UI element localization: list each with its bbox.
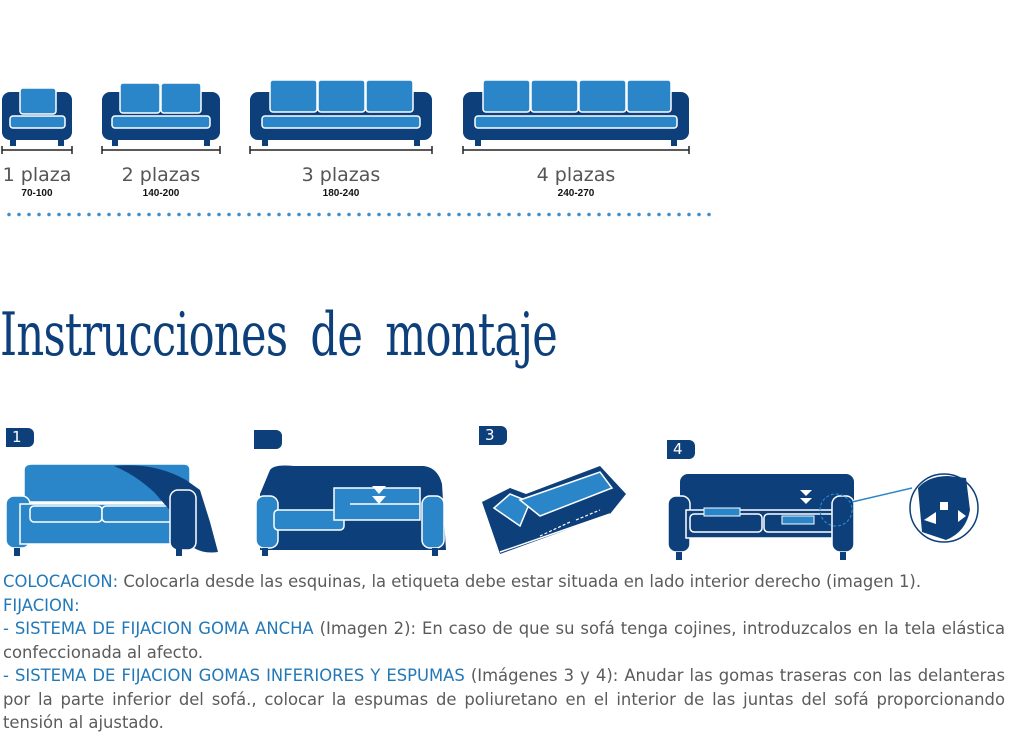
item2-label: SISTEMA DE FIJACION GOMAS INFERIORES Y ESPUMAS	[14, 666, 465, 685]
step-2-illustration	[254, 464, 450, 558]
size-label-4: 4 plazas	[536, 164, 616, 186]
fijacion-label: FIJACION:	[3, 595, 80, 615]
fijacion-item-1	[3, 617, 1005, 664]
fijacion-heading	[3, 594, 1005, 618]
item1-text: (Imagen 2): En caso de que su sofá tenga cojines, introduzcalos en la tela elástica confeccionada al afecto.	[3, 619, 1005, 662]
dotted-divider	[4, 212, 712, 217]
step-badge-2	[254, 430, 282, 449]
sofa-4-seat-icon	[463, 80, 689, 146]
step-4-illustration	[666, 470, 986, 560]
colocacion-label: COLOCACION:	[3, 572, 119, 591]
fijacion-item-2	[3, 664, 1005, 735]
size-range-1: 70-100	[21, 188, 53, 199]
size-label-2: 2 plazas	[121, 164, 201, 186]
item1-label: SISTEMA DE FIJACION GOMA ANCHA	[14, 619, 314, 638]
size-range-2: 140-200	[142, 188, 180, 199]
instructions-text	[3, 570, 1005, 735]
bullet-dash: -	[3, 666, 15, 685]
size-label-3: 3 plazas	[301, 164, 381, 186]
step-1-illustration	[4, 462, 220, 558]
step-badge-3: 3	[479, 426, 507, 445]
bullet-dash: -	[3, 619, 15, 638]
sofa-3-seat-icon	[250, 80, 432, 146]
size-range-4: 240-270	[557, 188, 595, 199]
sofa-1-seat-icon	[2, 88, 72, 146]
colocacion-paragraph	[3, 570, 1005, 594]
colocacion-text: Colocarla desde las esquinas, la etiqueta debe estar situada en lado interior derecho (imagen 1).	[118, 572, 922, 591]
page-title: Instrucciones de montaje	[0, 300, 558, 370]
step-3-illustration	[480, 464, 630, 556]
item2-text: (Imágenes 3 y 4): Anudar las gomas traseras con las delanteras por la parte inferior del sofá., colocar la espumas de poliuretano en el interior de las juntas del sofá proporcionando tensión al ajustado.	[3, 666, 1006, 732]
sofa-sizes-illustration	[0, 78, 700, 158]
size-label-1: 1 plaza	[2, 164, 72, 186]
size-range-3: 180-240	[322, 188, 360, 199]
step-badge-1: 1	[6, 428, 34, 447]
sofa-2-seat-icon	[102, 83, 220, 146]
step-badge-4: 4	[667, 440, 695, 459]
